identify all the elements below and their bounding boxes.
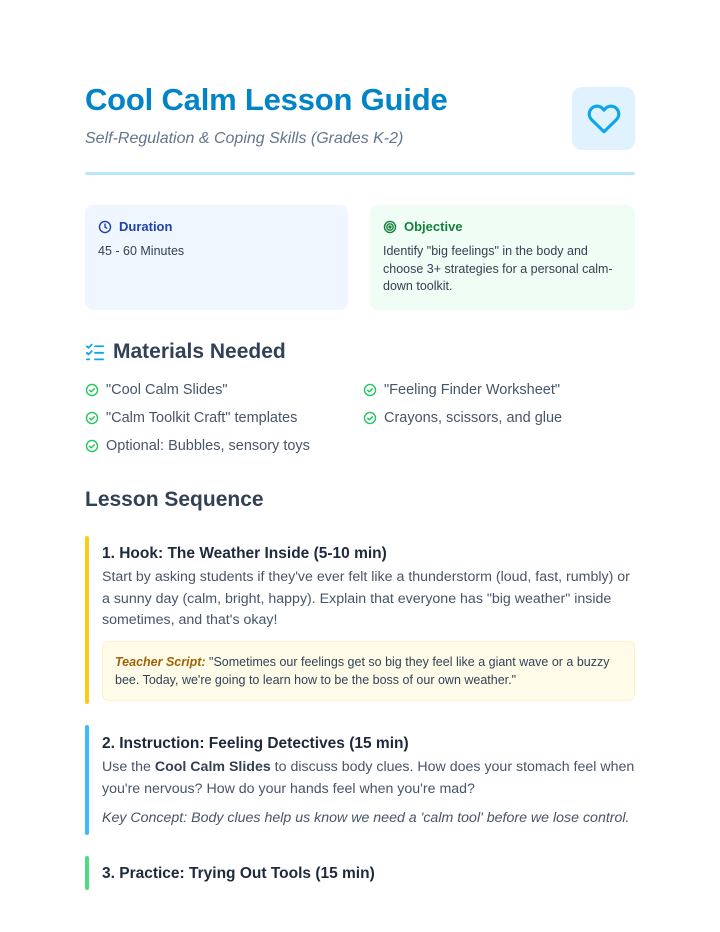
material-label: "Feeling Finder Worksheet" [384,382,561,398]
objective-value: Identify "big feelings" in the body and choose 3+ strategies for a personal calm-down toolkit. [383,244,613,293]
step-text: Start by asking students if they've ever felt like a thunderstorm (loud, fast, rumbly) or a sunny day (calm, bright, happy). Explain that everyone has "big weather" inside sometimes, and that's okay! [102,569,630,628]
material-label: "Cool Calm Slides" [106,382,228,398]
page-subtitle: Self-Regulation & Coping Skills (Grades K-2) [85,130,404,147]
duration-label: Duration [119,219,173,234]
list-item [85,382,228,398]
materials-heading [85,340,286,364]
favorite-button[interactable] [572,87,635,150]
key-concept: Key Concept: Body clues help us know we need a 'calm tool' before we lose control. [102,810,630,826]
check-circle-icon [85,411,99,425]
lesson-step-1 [85,536,635,704]
teacher-script-text: "Sometimes our feelings get so big they feel like a giant wave or a buzzy bee. Today, we're going to learn how to be the boss of our own weather." [115,654,610,687]
step-title: 1. Hook: The Weather Inside (5-10 min) [102,545,387,562]
list-item [363,410,562,426]
checklist-icon [85,343,105,361]
page-title: Cool Calm Lesson Guide [85,82,448,117]
objective-label: Objective [404,219,463,234]
step-title: 3. Practice: Trying Out Tools (15 min) [102,865,375,882]
material-label: Optional: Bubbles, sensory toys [106,438,310,454]
list-item [363,382,560,398]
lesson-step-2 [85,725,635,835]
target-icon [383,220,397,234]
step-accent-bar [85,856,89,890]
check-circle-icon [85,383,99,397]
list-item [85,438,310,454]
header-divider [85,172,635,175]
check-circle-icon [363,411,377,425]
check-circle-icon [85,439,99,453]
step-text [102,757,635,800]
materials-title: Materials Needed [113,340,286,363]
clock-icon [98,220,112,234]
step-title: 2. Instruction: Feeling Detectives (15 min) [102,735,409,752]
cool-calm-slides-ref: Cool Calm Slides [154,759,271,775]
sequence-heading: Lesson Sequence [85,488,264,511]
teacher-script-label: Teacher Script: [115,654,206,669]
duration-value: 45 - 60 Minutes [98,244,185,258]
step-text-part: Use the [102,759,155,775]
step-text-part: to discuss body clues. How does your stomach feel when you're nervous? How do your hands feel when you're mad? [102,759,635,797]
material-label: "Calm Toolkit Craft" templates [106,410,298,426]
objective-card [370,205,635,310]
material-label: Crayons, scissors, and glue [384,410,563,426]
step-accent-bar [85,725,89,835]
duration-card [85,205,348,310]
lesson-step-3 [85,856,635,890]
heart-icon [587,102,621,136]
teacher-script [102,641,635,701]
step-accent-bar [85,536,89,704]
list-item [85,410,297,426]
check-circle-icon [363,383,377,397]
header [85,82,635,162]
